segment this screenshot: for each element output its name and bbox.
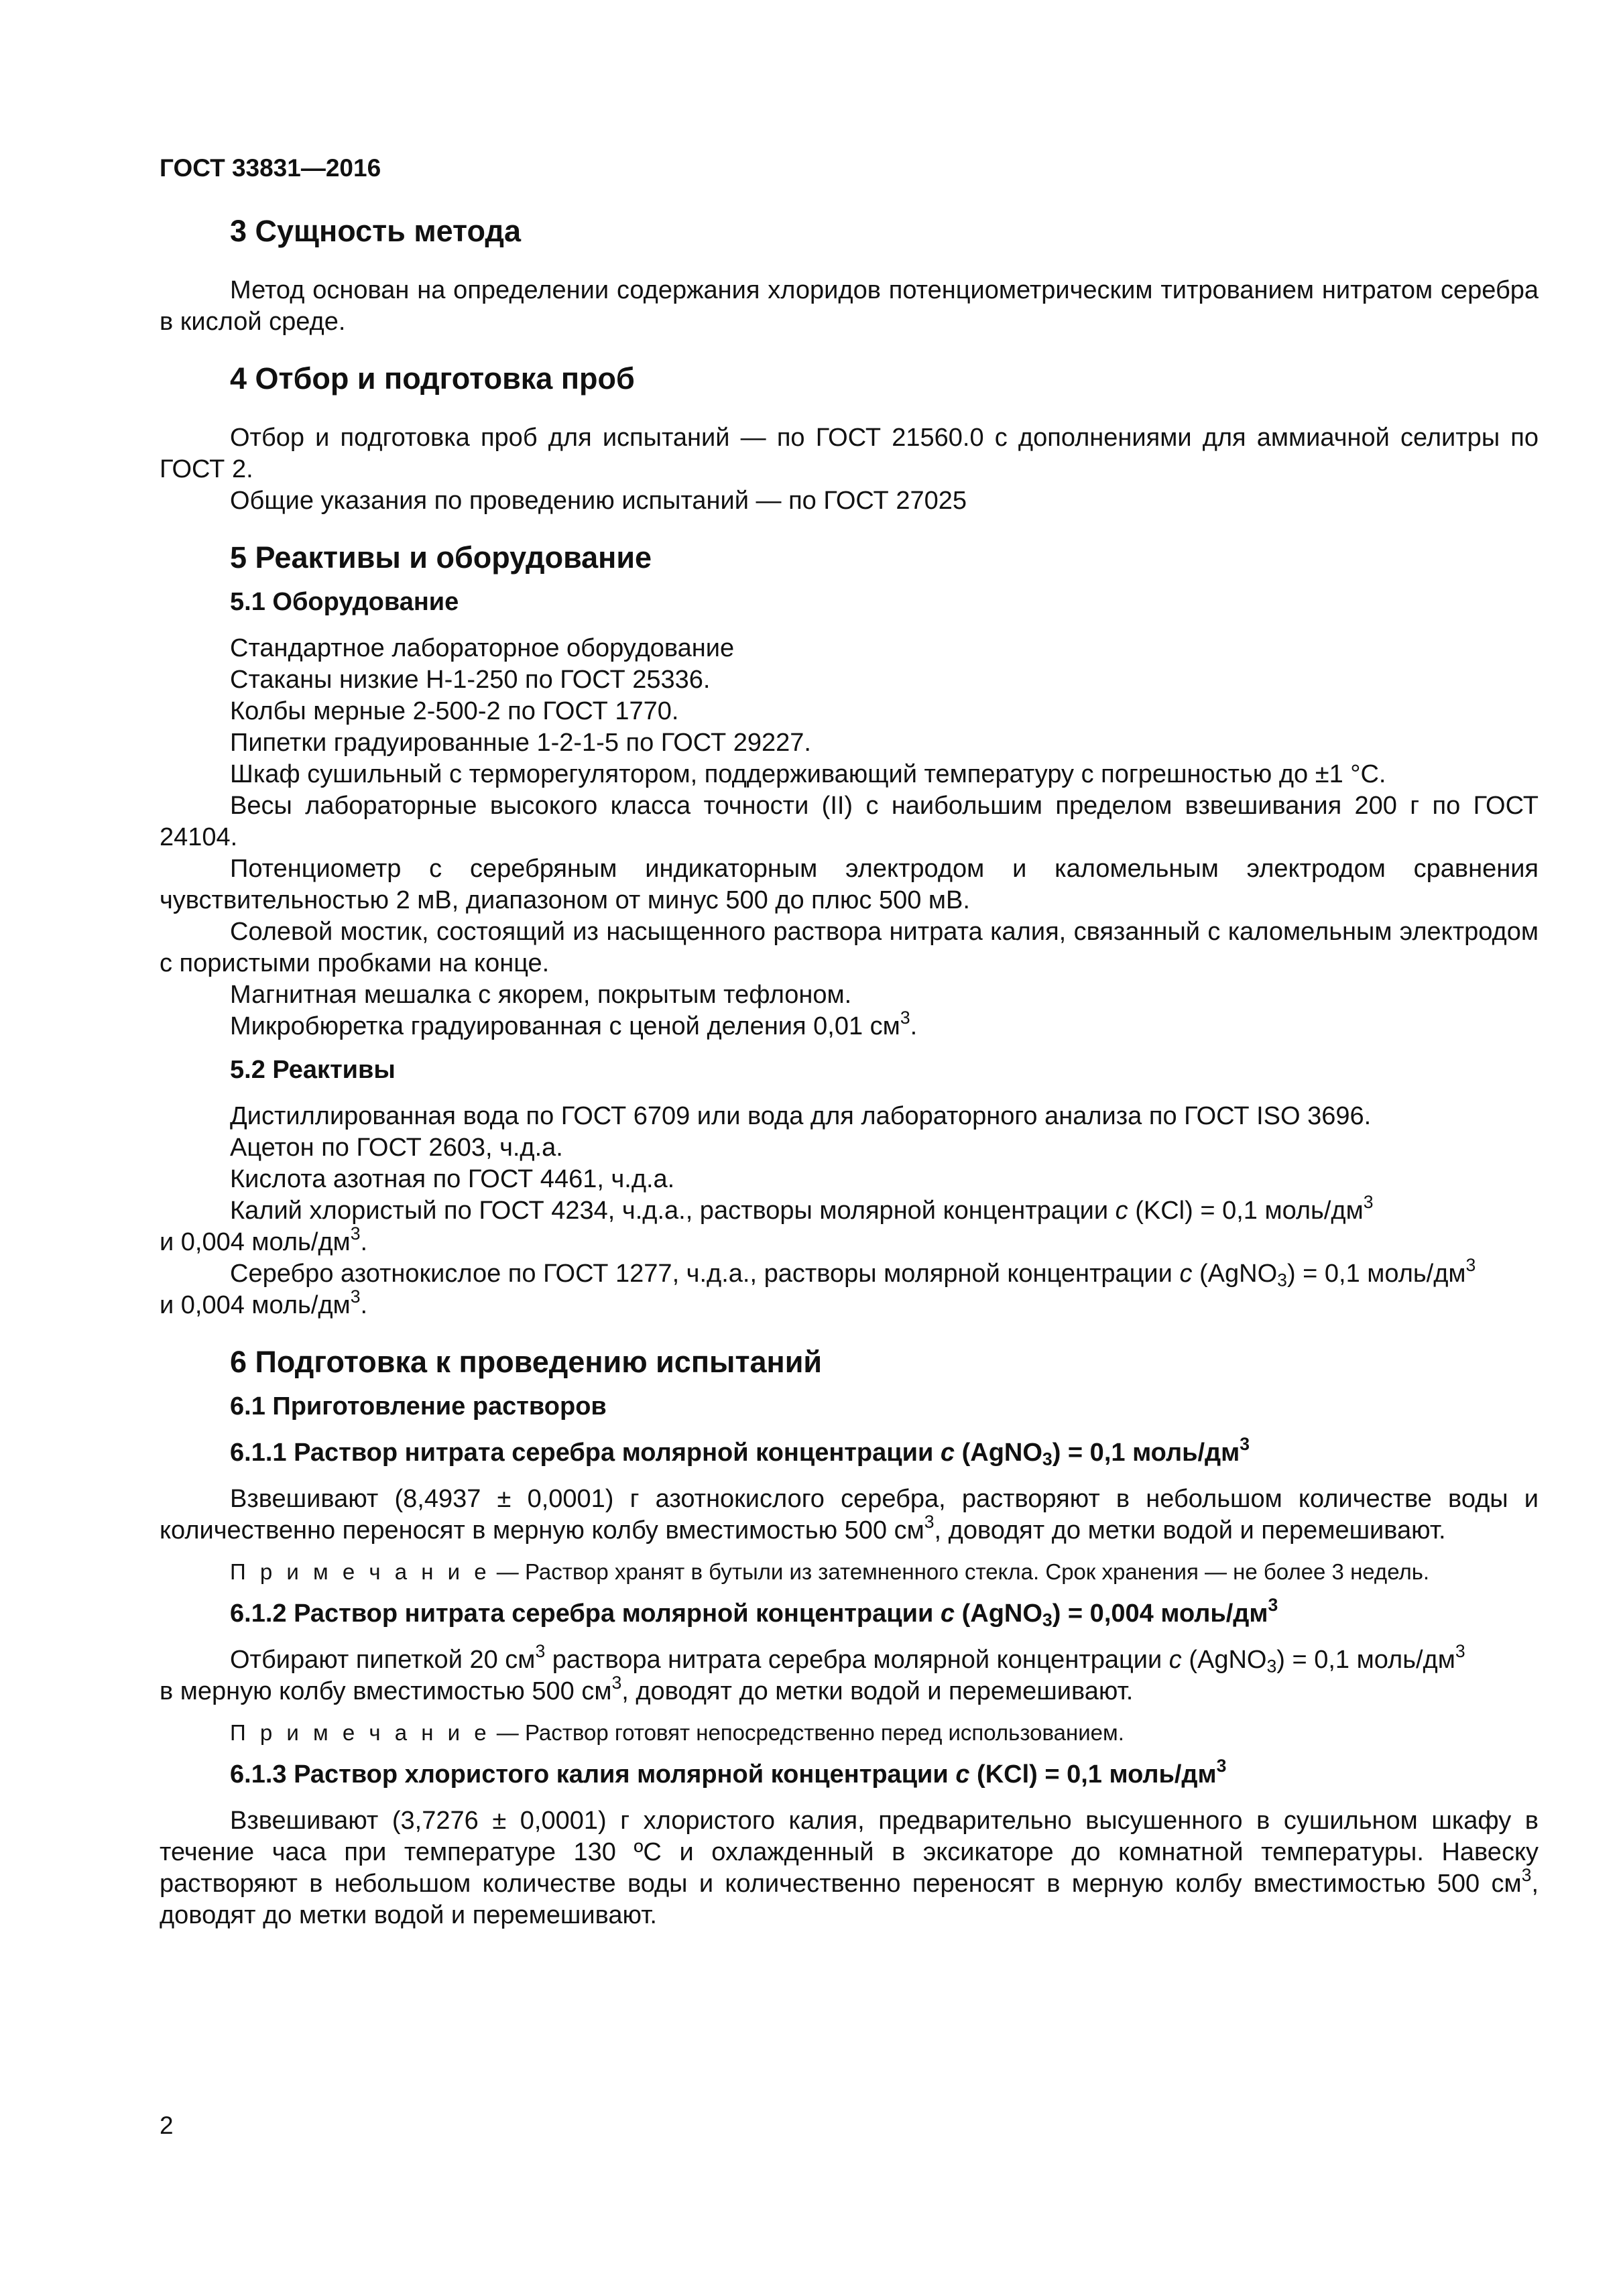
kcl-formula: (KCl) = 0,1 моль/дм	[1135, 1197, 1364, 1225]
formula-part: ) = 0,004 моль/дм	[1052, 1599, 1268, 1628]
section-5-title: 5 Реактивы и оборудование	[230, 540, 652, 575]
superscript: 3	[1465, 1255, 1476, 1276]
punct: .	[360, 1228, 368, 1256]
subsection-6-1-3-title	[230, 1756, 1539, 1791]
formula-part: ) = 0,1 моль/дм	[1052, 1439, 1240, 1467]
heading-text: 6.1.2 Раствор нитрата серебра молярной концентрации	[230, 1599, 941, 1628]
reagent-item-kcl-tail	[160, 1223, 1539, 1258]
document-code: ГОСТ 33831—2016	[160, 154, 381, 182]
text: в мерную колбу вместимостью 500 см	[160, 1677, 612, 1705]
punct: .	[910, 1012, 918, 1040]
note-label: П р и м е ч а н и е	[230, 1720, 491, 1745]
equipment-item: Потенциометр с серебряным индикаторным электродом и каломельным электродом сравнения чувствительностью 2 мВ, диапазоном от минус 500 до плюс 500 мВ.	[160, 855, 1539, 914]
subsection-5-1-title: 5.1 Оборудование	[230, 588, 459, 616]
silver-text: Серебро азотнокислое по ГОСТ 1277, ч.д.а., растворы молярной концентрации	[230, 1260, 1180, 1288]
formula-part: (AgNO	[955, 1599, 1042, 1628]
page-number: 2	[160, 2112, 174, 2139]
reagent-item-silver-tail	[160, 1286, 1539, 1321]
superscript: 3	[1240, 1434, 1250, 1455]
note-text: — Раствор хранят в бутыли из затемненного стекла. Срок хранения — не более 3 недель.	[490, 1559, 1430, 1584]
subsection-6-1-title: 6.1 Приготовление растворов	[230, 1392, 607, 1421]
superscript: 3	[1268, 1595, 1278, 1616]
text: Взвешивают (8,4937 ± 0,0001) г азотнокислого серебра, растворяют в небольшом количестве воды и количественно переносят в мерную колбу вместимостью 500 см	[160, 1485, 1539, 1545]
equipment-item: Солевой мостик, состоящий из насыщенного раствора нитрата калия, связанный с каломельным электродом с пористыми пробками на конце.	[160, 918, 1539, 977]
note-label: П р и м е ч а н и е	[230, 1559, 491, 1584]
note-text: — Раствор готовят непосредственно перед использованием.	[490, 1720, 1124, 1745]
conc-tail: и 0,004 моль/дм	[160, 1228, 351, 1256]
heading-text: 6.1.3 Раствор хлористого калия молярной концентрации	[230, 1760, 956, 1789]
subscript: 3	[1266, 1656, 1277, 1677]
punct: .	[360, 1291, 368, 1319]
equipment-item: Магнитная мешалка с якорем, покрытым тефлоном.	[230, 981, 852, 1009]
equipment-item: Пипетки градуированные 1-2-1-5 по ГОСТ 29227.	[230, 729, 811, 757]
formula-c: c	[955, 1760, 970, 1789]
superscript: 3	[1216, 1756, 1227, 1776]
reagent-item-silver	[160, 1255, 1539, 1290]
equipment-item: Стаканы низкие Н-1-250 по ГОСТ 25336.	[230, 666, 711, 694]
equipment-item: Колбы мерные 2-500-2 по ГОСТ 1770.	[230, 697, 679, 725]
superscript: 3	[1363, 1192, 1374, 1213]
section-6-title: 6 Подготовка к проведению испытаний	[230, 1345, 823, 1379]
formula-c: c	[940, 1439, 955, 1467]
equipment-item: Шкаф сушильный с терморегулятором, поддерживающий температуру с погрешностью до ±1 °С.	[230, 760, 1386, 788]
section-4-text-1: Отбор и подготовка проб для испытаний — по ГОСТ 21560.0 с дополнениями для аммиачной селитры по ГОСТ 2.	[160, 424, 1539, 483]
equipment-item: Весы лабораторные высокого класса точности (II) с наибольшим пределом взвешивания 200 г по ГОСТ 24104.	[160, 792, 1539, 851]
subscript: 3	[1042, 1449, 1053, 1469]
superscript: 3	[611, 1673, 622, 1693]
reagent-item: Кислота азотная по ГОСТ 4461, ч.д.а.	[230, 1165, 675, 1193]
subsection-6-1-1-text	[160, 1484, 1539, 1547]
subsection-6-1-2-title	[230, 1595, 1539, 1630]
superscript: 3	[350, 1286, 361, 1307]
reagent-item-kcl	[160, 1192, 1539, 1227]
text: Взвешивают (3,7276 ± 0,0001) г хлористого калия, предварительно высушенного в сушильном шкафу в течение часа при температуре 130 ºС и охлажденный в эксикаторе до комнатной температуры. Навеску растворяют в небольшом количестве воды и количественно переносят в мерную колбу вместимостью 500 см	[160, 1807, 1539, 1898]
section-4-title: 4 Отбор и подготовка проб	[230, 361, 635, 396]
superscript: 3	[924, 1512, 935, 1532]
formula-c: c	[1115, 1197, 1128, 1225]
formula-part: (AgNO	[955, 1439, 1042, 1467]
subsection-6-1-2-text-tail	[160, 1673, 1539, 1707]
reagent-item: Дистиллированная вода по ГОСТ 6709 или вода для лабораторного анализа по ГОСТ ISO 3696.	[230, 1102, 1372, 1130]
note-2	[160, 1717, 1539, 1748]
superscript: 3	[535, 1641, 546, 1662]
subsection-6-1-2-text	[160, 1641, 1539, 1677]
text: Отбирают пипеткой 20 см	[230, 1646, 536, 1674]
text: , доводят до метки водой и перемешивают.	[621, 1677, 1134, 1705]
kcl-text: Калий хлористый по ГОСТ 4234, ч.д.а., растворы молярной концентрации	[230, 1197, 1116, 1225]
superscript: 3	[350, 1223, 361, 1244]
text: , доводят до метки водой и перемешивают.	[934, 1516, 1446, 1545]
text: , доводят до метки водой и перемешивают.	[160, 1870, 1539, 1929]
subsection-5-2-title: 5.2 Реактивы	[230, 1056, 396, 1084]
formula-part: ) = 0,1 моль/дм	[1276, 1646, 1455, 1674]
superscript: 3	[1455, 1641, 1465, 1662]
section-4-text-2: Общие указания по проведению испытаний — по ГОСТ 27025	[230, 487, 967, 515]
formula-part: (AgNO	[1181, 1646, 1267, 1674]
conc-tail: и 0,004 моль/дм	[160, 1291, 351, 1319]
subscript: 3	[1277, 1270, 1287, 1290]
reagent-item: Ацетон по ГОСТ 2603, ч.д.а.	[230, 1134, 563, 1162]
note-1	[160, 1556, 1539, 1587]
formula-part: (AgNO	[1192, 1260, 1278, 1288]
subsection-6-1-3-text	[160, 1805, 1539, 1931]
superscript: 3	[1521, 1865, 1532, 1886]
equipment-item: Стандартное лабораторное оборудование	[230, 634, 735, 662]
formula-part: ) = 0,1 моль/дм	[1286, 1260, 1466, 1288]
formula-c: c	[1168, 1646, 1182, 1674]
formula-part: (KCl) = 0,1 моль/дм	[977, 1760, 1217, 1789]
formula-c: c	[940, 1599, 955, 1628]
subscript: 3	[1042, 1610, 1053, 1630]
section-3-text: Метод основан на определении содержания хлоридов потенциометрическим титрованием нитратом серебра в кислой среде.	[160, 276, 1539, 336]
formula-c: c	[1179, 1260, 1193, 1288]
heading-text: 6.1.1 Раствор нитрата серебра молярной концентрации	[230, 1439, 941, 1467]
text: раствора нитрата серебра молярной концентрации	[545, 1646, 1169, 1674]
document-body	[160, 213, 1539, 1931]
microburette-text: Микробюретка градуированная с ценой деления 0,01 см	[230, 1012, 900, 1040]
section-3-title: 3 Сущность метода	[230, 214, 521, 248]
equipment-item-microburette	[160, 1008, 1539, 1042]
subsection-6-1-1-title	[230, 1434, 1539, 1469]
superscript: 3	[900, 1008, 910, 1028]
